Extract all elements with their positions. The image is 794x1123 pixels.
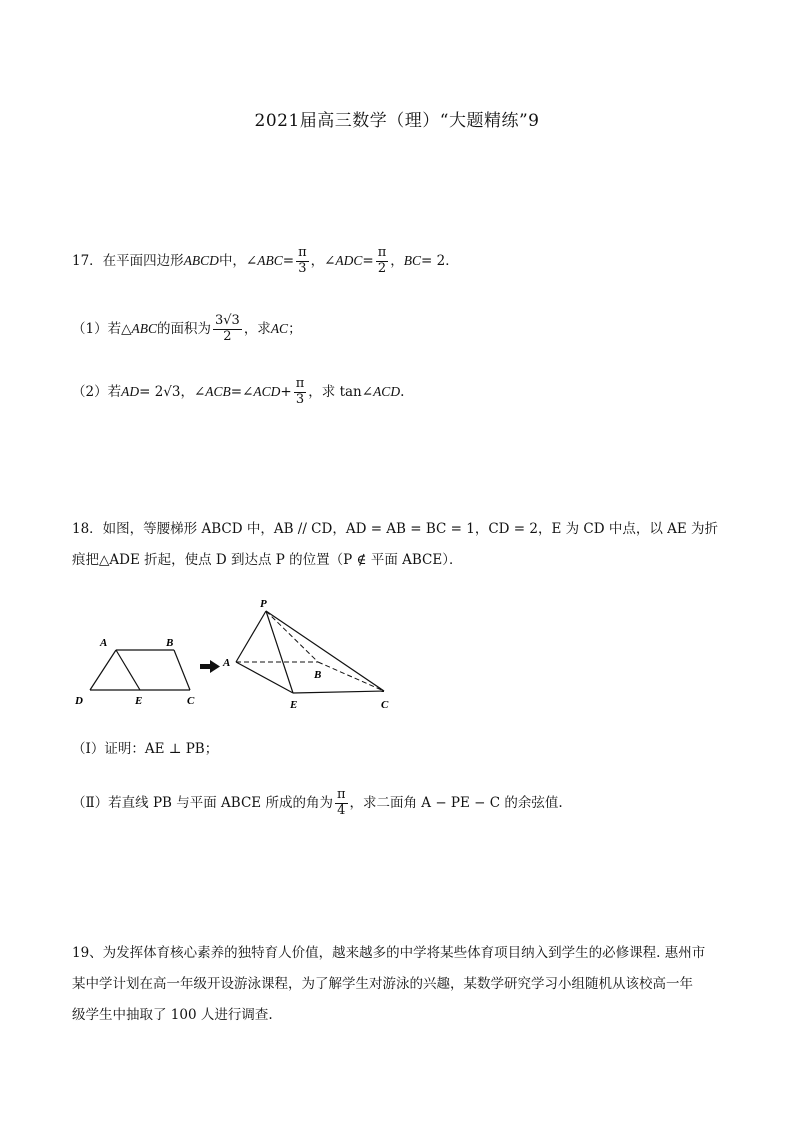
pyramid-figure	[222, 598, 389, 711]
q17-text: （1）若△	[72, 320, 132, 337]
label-c2: C	[381, 699, 389, 711]
fraction-pi-3	[296, 246, 309, 277]
frac-den: 4	[337, 802, 346, 818]
q18-figure	[74, 594, 404, 718]
q17-bc: BC	[403, 252, 422, 268]
q17-text: =	[362, 252, 374, 269]
q17-angle-acd: ACD	[253, 383, 281, 399]
q17-text: 中，∠	[218, 252, 258, 269]
frac-num: π	[295, 376, 305, 391]
q18-line-1: 18．如图，等腰梯形 ABCD 中，AB // CD，AD = AB = BC = 1，CD = 2，E 为 CD 中点，以 AE 为折	[72, 521, 719, 537]
q17-text: = 2．	[421, 252, 459, 269]
q19-line-1: 19、为发挥体育核心素养的独特育人价值，越来越多的中学将某些体育项目纳入到学生的必修课程. 惠州市	[72, 945, 706, 961]
label-c: C	[187, 695, 195, 707]
q17-text: ，求	[243, 320, 271, 337]
fraction-pi-2	[376, 246, 389, 277]
frac-den: 3	[298, 260, 307, 276]
q17-part1	[72, 314, 302, 345]
trapezoid-figure	[74, 637, 195, 707]
q17-text: .	[400, 383, 405, 400]
label-d: D	[75, 695, 83, 707]
frac-num: π	[298, 245, 307, 260]
arrow-right-icon	[200, 660, 220, 673]
fraction-pi-4	[335, 788, 348, 819]
q17-text: ；	[288, 320, 302, 337]
frac-den: 2	[377, 260, 387, 276]
label-a: A	[100, 637, 108, 649]
q17-text: ，	[390, 252, 404, 269]
q18-text: ，求二面角 A − PE − C 的余弦值.	[349, 794, 563, 811]
q17-text: =	[282, 252, 295, 269]
q17-ad: AD	[121, 383, 140, 399]
frac-den: 3	[295, 391, 305, 407]
q18-line-2: 痕把△ADE 折起，使点 D 到达点 P 的位置（P ∉ 平面 ABCE）．	[72, 552, 463, 568]
q19-line-3: 级学生中抽取了 100 人进行调查.	[72, 1007, 273, 1023]
fraction-pi-3b	[294, 377, 307, 408]
q19-stem	[72, 938, 732, 1031]
q17-stem	[72, 246, 459, 277]
label-p: P	[260, 598, 267, 610]
q17-text: +	[280, 383, 292, 400]
q17-angle-adc: ADC	[335, 252, 363, 268]
q18-text: （Ⅱ）若直线 PB 与平面 ABCE 所成的角为	[72, 794, 333, 811]
q17-text: =∠	[230, 383, 254, 400]
q17-text: （2）若	[72, 383, 122, 400]
q17-text: 的面积为	[156, 320, 211, 337]
q17-text: = 2√3，∠	[139, 383, 206, 400]
frac-num: π	[377, 245, 387, 260]
q17-text: 17．在平面四边形	[72, 252, 184, 269]
q17-triangle-abc: ABC	[131, 320, 157, 336]
label-b2: B	[314, 669, 322, 681]
q17-ac: AC	[270, 320, 289, 336]
label-b: B	[166, 637, 174, 649]
frac-den: 2	[223, 328, 232, 344]
q18-stem	[72, 514, 722, 576]
q17-quad: ABCD	[183, 252, 219, 268]
q17-angle-abc: ABC	[257, 252, 283, 268]
q17-part2	[72, 377, 404, 408]
label-e2: E	[290, 699, 298, 711]
fraction-area	[213, 314, 242, 345]
q18-part2	[72, 788, 563, 819]
q17-text: ，∠	[310, 252, 336, 269]
q17-angle-acb: ACB	[205, 383, 231, 399]
q17-angle-acd: ACD	[373, 383, 401, 399]
frac-num: 3√3	[214, 313, 240, 328]
label-e: E	[135, 695, 143, 707]
q19-line-2: 某中学计划在高一年级开设游泳课程，为了解学生对游泳的兴趣，某数学研究学习小组随机从该校高一年	[72, 976, 693, 992]
label-a2: A	[223, 657, 231, 669]
page-title: 2021届高三数学（理）“大题精练”9	[254, 111, 540, 131]
q17-text: ，求 tan∠	[308, 383, 374, 400]
q18-part1: （Ⅰ）证明：AE ⊥ PB；	[72, 741, 219, 757]
frac-num: π	[336, 787, 346, 802]
